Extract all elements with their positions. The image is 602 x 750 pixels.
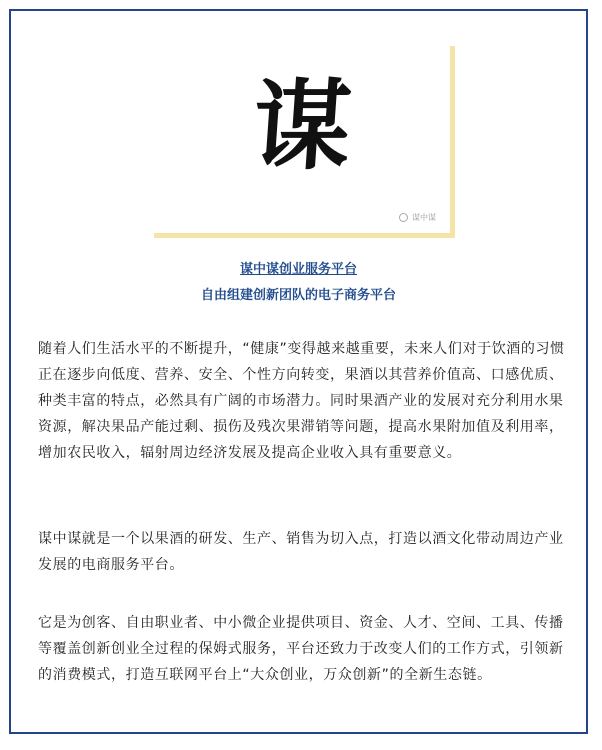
watermark-text: 谋中谋 xyxy=(412,213,436,222)
calligraphy-logo: 谋 xyxy=(248,69,356,184)
watermark xyxy=(399,212,436,223)
definition-paragraph: 谋中谋就是一个以果酒的研发、生产、销售为切入点，打造以酒文化带动周边产业发展的电商服务平台。 xyxy=(38,531,564,573)
article-frame xyxy=(9,9,588,734)
platform-subtitle: 自由组建创新团队的电子商务平台 xyxy=(200,288,396,303)
watermark-icon xyxy=(399,213,408,222)
services-paragraph: 它是为创客、自由职业者、中小微企业提供项目、资金、人才、空间、工具、传播等覆盖创新创业全过程的保姆式服务，平台还致力于改变人们的工作方式，引领新的消费模式，打造互联网平台上“大众创业，万众创新”的全新生态链。 xyxy=(38,615,564,683)
intro-paragraph: 随着人们生活水平的不断提升，“健康”变得越来越重要，未来人们对于饮酒的习惯正在逐步向低度、营养、安全、个性方向转变，果酒以其营养价值高、口感优质、种类丰富的特点，必然具有广阔的市场潜力。同时果酒产业的发展对充分利用水果资源，解决果品产能过剩、损伤及残次果滞销等问题，提高水果附加值及利用率，增加农民收入，辐射周边经济发展及提高企业收入具有重要意义。 xyxy=(38,341,565,461)
logo-card xyxy=(154,46,455,238)
platform-title-link[interactable]: 谋中谋创业服务平台 xyxy=(239,262,357,277)
